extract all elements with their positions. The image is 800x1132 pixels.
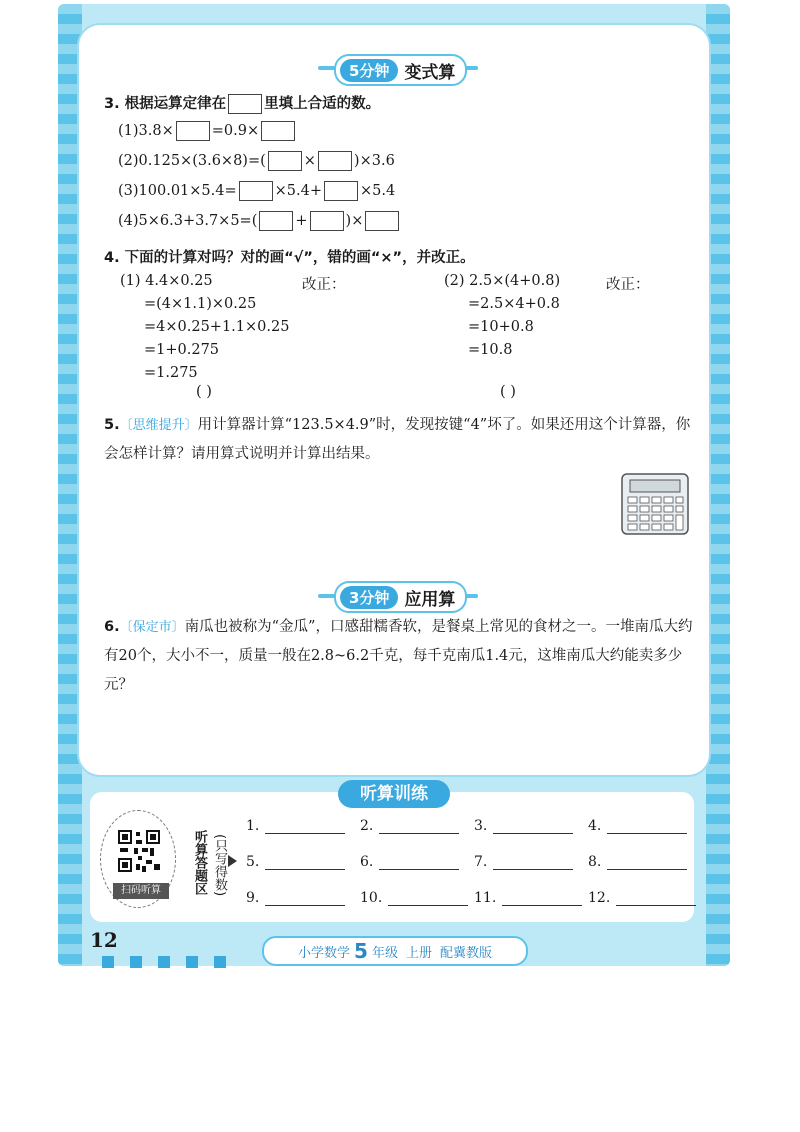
section-header-2 bbox=[334, 581, 467, 613]
answer-number: 5. bbox=[246, 854, 260, 870]
q4-a-fix-label: 改正： bbox=[302, 277, 346, 293]
q3-line-4: (4)5×6.3+3.7×5=( + )× bbox=[118, 211, 401, 231]
answer-number: 6. bbox=[360, 854, 374, 870]
answer-slot bbox=[588, 818, 687, 834]
q4-a-judge-paren[interactable]: ( ) bbox=[196, 384, 212, 400]
answer-slot bbox=[360, 890, 468, 906]
term: 上册 bbox=[405, 945, 432, 961]
answer-slot bbox=[246, 854, 345, 870]
q5-question: 5.〔思维提升〕用计算器计算“123.5×4.9”时，发现按键“4”坏了。如果还用这个计算器，你会怎样计算？请用算式说明并计算出结果。 bbox=[104, 417, 691, 462]
answer-box[interactable] bbox=[324, 181, 358, 201]
answer-line[interactable] bbox=[265, 891, 345, 906]
section-title: 变式算 bbox=[404, 62, 456, 83]
q6-question: 6.〔保定市〕南瓜也被称为“金瓜”，口感甜糯香软，是餐桌上常见的食材之一。一堆南瓜大约有20个，大小不一，质量一般在2.8~6.2千克，每千克南瓜1.4元，这堆南瓜大约能卖多少元？ bbox=[104, 619, 693, 693]
q4-a-line-2: =(4×1.1)×0.25 bbox=[144, 296, 257, 312]
section-time-badge: 3分钟 bbox=[340, 586, 398, 609]
answer-slot bbox=[360, 818, 459, 834]
answer-number: 7. bbox=[474, 854, 488, 870]
page-number: 12 bbox=[90, 928, 118, 952]
q3-line-2: (2)0.125×(3.6×8)=( × )×3.6 bbox=[118, 153, 395, 169]
answer-slot bbox=[588, 854, 687, 870]
answer-number: 3. bbox=[474, 818, 488, 834]
section-header-1 bbox=[334, 54, 467, 86]
answer-box[interactable] bbox=[261, 121, 295, 141]
answer-line[interactable] bbox=[379, 855, 459, 870]
q6-tag: 〔保定市〕 bbox=[119, 620, 185, 635]
qr-code-icon[interactable] bbox=[118, 830, 160, 872]
answer-line[interactable] bbox=[493, 819, 573, 834]
answer-number: 1. bbox=[246, 818, 260, 834]
listening-title: 听算训练 bbox=[338, 780, 450, 808]
answer-box[interactable] bbox=[228, 94, 262, 114]
q3-line-1: (1)3.8× =0.9× bbox=[118, 121, 297, 141]
answer-slot bbox=[474, 854, 573, 870]
grade-number: 5 bbox=[354, 939, 368, 963]
answer-number: 9. bbox=[246, 890, 260, 906]
answer-line[interactable] bbox=[607, 819, 687, 834]
answer-number: 12. bbox=[588, 890, 611, 906]
subject: 小学数学 bbox=[298, 945, 351, 961]
answer-box[interactable] bbox=[259, 211, 293, 231]
answer-slot bbox=[474, 890, 582, 906]
answer-box[interactable] bbox=[318, 151, 352, 171]
answer-area-note: (只写得数) bbox=[212, 834, 227, 897]
answer-box[interactable] bbox=[176, 121, 210, 141]
answer-slot bbox=[588, 890, 696, 906]
frame-wave-left bbox=[58, 4, 82, 966]
answer-number: 2. bbox=[360, 818, 374, 834]
answer-slot bbox=[246, 818, 345, 834]
answer-slot bbox=[360, 854, 459, 870]
q4-b-fix-label: 改正： bbox=[606, 277, 650, 293]
section-time-badge: 5分钟 bbox=[340, 59, 398, 82]
q4-b-line-3: =10+0.8 bbox=[468, 319, 534, 335]
section-title: 应用算 bbox=[404, 589, 456, 610]
q5-tag: 〔思维提升〕 bbox=[119, 418, 198, 433]
edition: 配冀教版 bbox=[439, 945, 492, 961]
answer-line[interactable] bbox=[616, 891, 696, 906]
answer-line[interactable] bbox=[265, 819, 345, 834]
q4-b-line-1: (2) 2.5×(4+0.8) bbox=[444, 273, 561, 289]
book-info bbox=[262, 936, 528, 966]
answer-box[interactable] bbox=[365, 211, 399, 231]
q4-a-line-5: =1.275 bbox=[144, 365, 198, 381]
answer-box[interactable] bbox=[239, 181, 273, 201]
qr-caption: 扫码听算 bbox=[113, 883, 169, 899]
answer-number: 8. bbox=[588, 854, 602, 870]
answer-line[interactable] bbox=[493, 855, 573, 870]
answer-line[interactable] bbox=[265, 855, 345, 870]
arrow-right-icon bbox=[228, 855, 237, 867]
q4-a-line-3: =4×0.25+1.1×0.25 bbox=[144, 319, 290, 335]
answer-box[interactable] bbox=[310, 211, 344, 231]
frame-wave-right bbox=[706, 4, 730, 966]
footer-decoration bbox=[102, 956, 242, 968]
answer-line[interactable] bbox=[379, 819, 459, 834]
answer-number: 4. bbox=[588, 818, 602, 834]
answer-box[interactable] bbox=[268, 151, 302, 171]
answer-area-label: 听算答题区 bbox=[192, 830, 207, 895]
calculator-icon bbox=[620, 472, 690, 536]
answer-number: 11. bbox=[474, 890, 497, 906]
grade: 年级 bbox=[371, 945, 398, 961]
q4-b-line-4: =10.8 bbox=[468, 342, 513, 358]
answer-line[interactable] bbox=[607, 855, 687, 870]
answer-line[interactable] bbox=[502, 891, 582, 906]
q4-a-line-1: (1) 4.4×0.25 bbox=[120, 273, 213, 289]
q4-a-line-4: =1+0.275 bbox=[144, 342, 220, 358]
answer-slot bbox=[246, 890, 345, 906]
q3-stem: 3. 根据运算定律在 里填上合适的数。 bbox=[104, 96, 381, 112]
q4-b-line-2: =2.5×4+0.8 bbox=[468, 296, 560, 312]
answer-line[interactable] bbox=[388, 891, 468, 906]
answer-number: 10. bbox=[360, 890, 383, 906]
answer-slot bbox=[474, 818, 573, 834]
q4-stem: 4. 下面的计算对吗？对的画“√”，错的画“×”，并改正。 bbox=[104, 250, 475, 266]
q3-line-3: (3)100.01×5.4= ×5.4+ ×5.4 bbox=[118, 183, 396, 199]
q4-b-judge-paren[interactable]: ( ) bbox=[500, 384, 516, 400]
